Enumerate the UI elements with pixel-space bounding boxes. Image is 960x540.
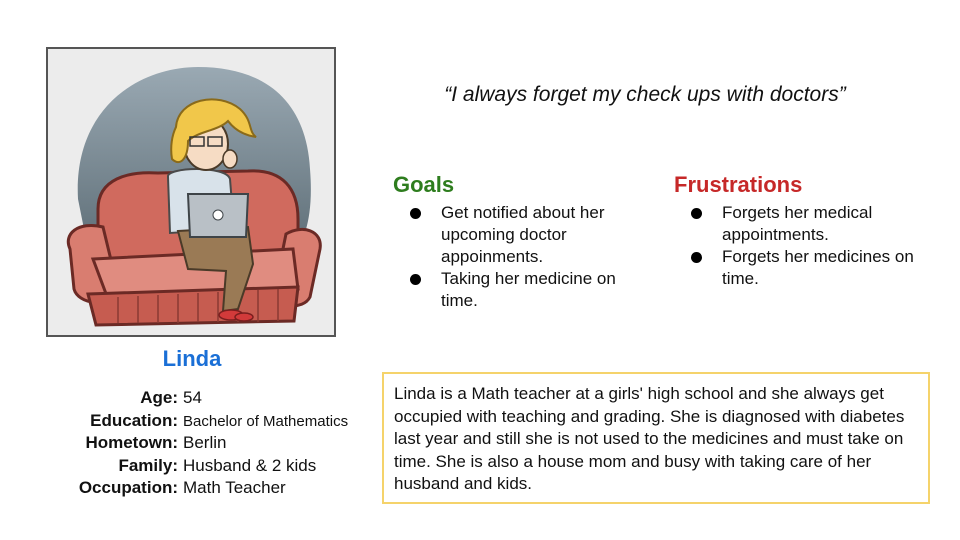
frustrations-section <box>674 172 934 290</box>
frustrations-list <box>674 202 934 290</box>
goals-section <box>393 172 653 312</box>
goal-item <box>393 268 653 312</box>
fact-label: Hometown: <box>85 433 178 452</box>
woman-on-sofa-with-laptop-illustration <box>48 49 334 335</box>
goals-heading: Goals <box>393 172 455 197</box>
persona-name: Linda <box>162 346 222 371</box>
fact-label: Occupation: <box>78 478 178 497</box>
frustration-text: Forgets her medicines on time. <box>722 247 914 288</box>
bullet-icon <box>410 274 421 285</box>
fact-label: Family: <box>118 455 178 475</box>
fact-value: Bachelor of Mathematics <box>183 412 349 430</box>
goals-list <box>393 202 653 312</box>
fact-value: Husband & 2 kids <box>183 455 317 475</box>
persona-facts <box>40 388 380 501</box>
frustrations-heading: Frustrations <box>674 172 803 197</box>
persona-bio-box <box>382 372 930 504</box>
bullet-icon <box>691 252 702 263</box>
goal-text: Taking her medicine on time. <box>441 269 616 310</box>
goal-item <box>393 202 653 268</box>
fact-value: Math Teacher <box>183 478 286 497</box>
persona-portrait <box>46 47 336 337</box>
fact-hometown <box>40 433 380 456</box>
fact-label: Age: <box>140 388 178 407</box>
frustration-item <box>674 202 934 246</box>
fact-value: Berlin <box>183 433 227 452</box>
fact-education <box>40 411 380 434</box>
bullet-icon <box>410 208 421 219</box>
fact-value: 54 <box>183 388 202 407</box>
frustration-text: Forgets her medical appointments. <box>722 203 873 244</box>
bullet-icon <box>691 208 702 219</box>
goal-text: Get notified about her upcoming doctor appoinments. <box>441 203 605 266</box>
fact-label: Education: <box>90 410 178 430</box>
fact-occupation <box>40 478 380 501</box>
frustration-item <box>674 246 934 290</box>
fact-family <box>40 456 380 479</box>
persona-quote: “I always forget my check ups with doctors” <box>444 83 846 106</box>
persona-bio-text: Linda is a Math teacher at a girls' high school and she always get occupied with teaching and grading. She is diagnosed with diabetes last year and still she is not used to the medicines and must take on time. She is also a house mom and busy with taking care of her husband and kids. <box>394 384 905 494</box>
fact-age <box>40 388 380 411</box>
